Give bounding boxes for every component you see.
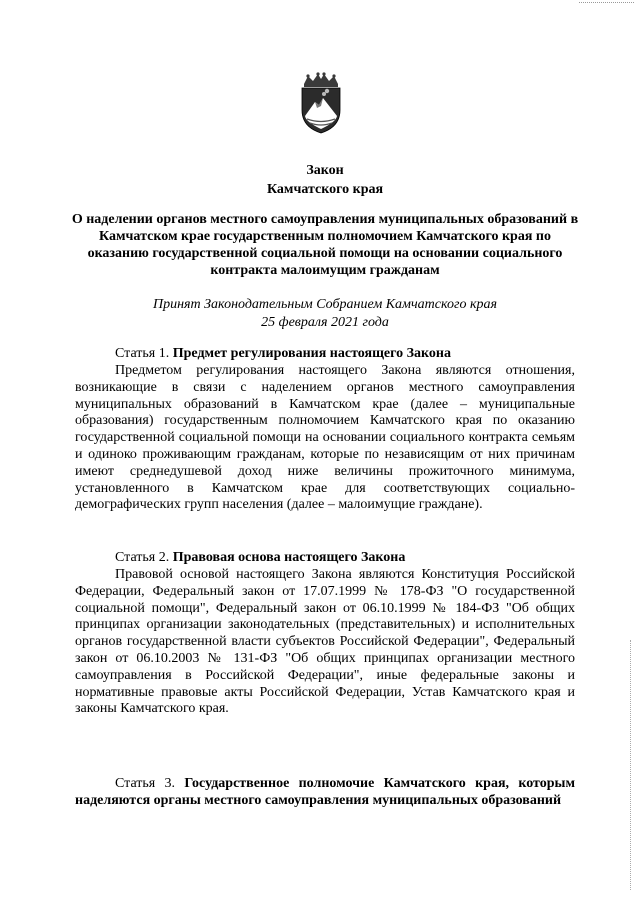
article-3-title: Государственное полномочие Камчатского края, которым наделяются органы местного самоуправления муниципальных образований [75,776,575,808]
law-title-line1: Закон [306,163,344,178]
scan-edge-top [579,2,634,4]
adoption-info [70,296,580,332]
article-3-heading [75,775,575,809]
article-2-label: Статья 2. [115,550,170,565]
scan-edge-right [630,640,632,890]
law-title-line2: Камчатского края [266,182,384,197]
adoption-date: 25 февраля 2021 года [261,315,389,330]
article-2-text: Правовой основой настоящего Закона являются Конституция Российской Федерации, Федеральный закон от 17.07.1999 № 178-ФЗ "О государственной социальной помощи", Федеральный закон от 06.10.1999 № 184-ФЗ "Об общих принципах организации законодательных (представительных) и исполнительных органов государственной власти субъектов Российской Федерации", Федеральный закон от 06.10.2003 № 131-ФЗ "Об общих принципах организации местного самоуправления в Российской Федерации", иные федеральные законы и нормативные правовые акты Российской Федерации, Устав Камчатского края и законы Камчатского края. [75,567,575,717]
article-1-label: Статья 1. [115,346,170,361]
article-1-title: Предмет регулирования настоящего Закона [172,346,451,361]
article-3-label: Статья 3. [115,776,176,791]
adoption-body: Принят Законодательным Собранием Камчатского края [152,297,498,312]
law-name: О наделении органов местного самоуправления муниципальных образований в Камчатском крае государственным полномочием Камчатского края по оказанию государственной социальной помощи на основании социального контракта малоимущим гражданам [71,212,579,278]
law-title [70,161,580,199]
article-2-heading [115,549,405,566]
kamchatka-coat-of-arms-icon [296,72,346,134]
article-1-heading [115,345,451,362]
article-2-title: Правовая основа настоящего Закона [172,550,406,565]
article-1-text: Предметом регулирования настоящего Закона являются отношения, возникающие в связи с наделением органов местного самоуправления муниципальных образований в Камчатском крае (далее – муниципальные образования) государственным полномочием Камчатского края по оказанию государственной социальной помощи на основании социального контракта семьям и одиноко проживающим гражданам, которые по независящим от них причинам имеют среднедушевой доход ниже величины прожиточного минимума, установленного в Камчатском крае для соответствующих социально-демографических групп населения (далее – малоимущие граждане). [75,363,575,513]
